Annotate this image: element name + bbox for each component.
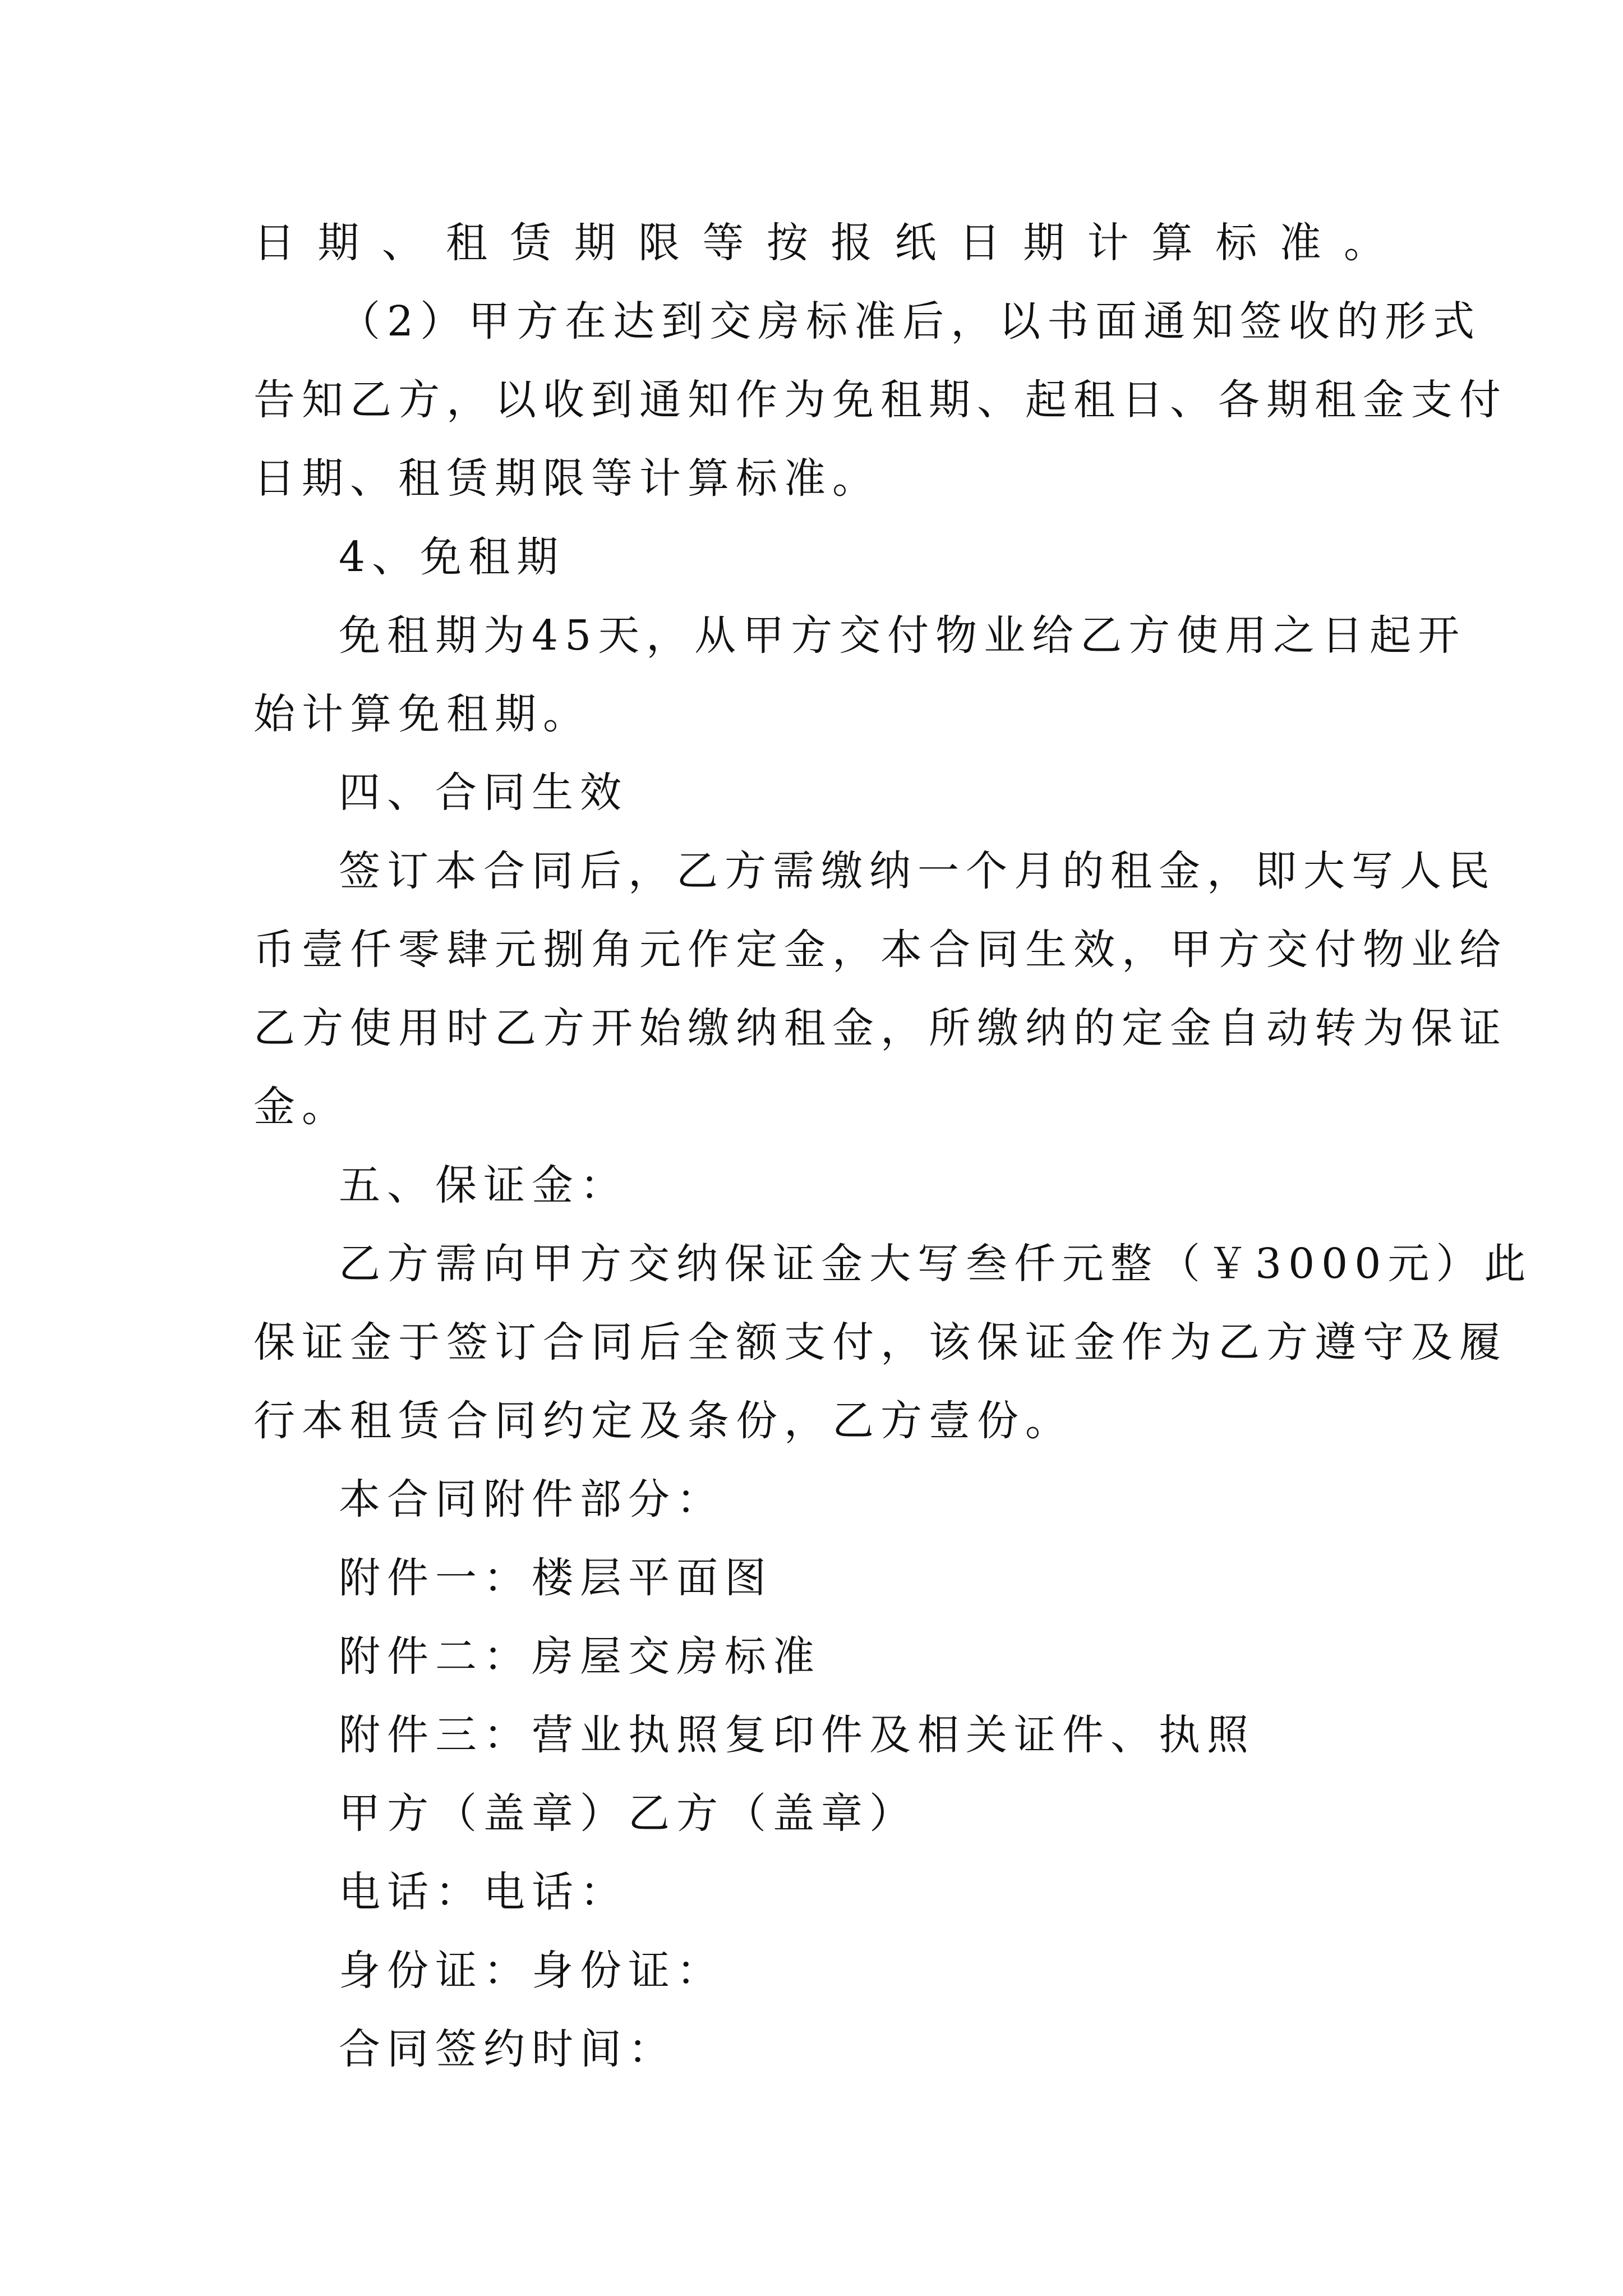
attachment-item: 附件二：房屋交房标准 — [339, 1632, 821, 1681]
text-line: 告知乙方，以收到通知作为免租期、起租日、各期租金支付 — [253, 376, 1507, 424]
text-line: 签订本合同后，乙方需缴纳一个月的租金，即大写人民 — [339, 847, 1496, 895]
text-line: 日期、租赁期限等按报纸日期计算标准。 — [253, 219, 1392, 267]
text-line: 乙方使用时乙方开始缴纳租金，所缴纳的定金自动转为保证 — [253, 1004, 1507, 1052]
text-line: 日期、租赁期限等计算标准。 — [253, 454, 880, 503]
document-body — [253, 204, 1533, 2088]
text-line: 免租期为45天，从甲方交付物业给乙方使用之日起开 — [339, 611, 1467, 660]
section-heading: 四、合同生效 — [339, 769, 628, 817]
attachment-item: 附件一：楼层平面图 — [339, 1554, 773, 1602]
text-line: 保证金于签订合同后全额支付，该保证金作为乙方遵守及履 — [253, 1318, 1507, 1366]
text-line: 乙方需向甲方交纳保证金大写叁仟元整（￥3000元）此 — [339, 1240, 1533, 1288]
signing-date-line: 合同签约时间： — [339, 2025, 676, 2073]
phone-line: 电话：电话： — [339, 1868, 628, 1916]
attachment-item: 附件三：营业执照复印件及相关证件、执照 — [339, 1711, 1255, 1759]
text-line: （2）甲方在达到交房标准后，以书面通知签收的形式 — [339, 297, 1482, 346]
text-line: 金。 — [253, 1083, 350, 1131]
attachments-heading: 本合同附件部分： — [339, 1475, 725, 1524]
section-heading: 4、免租期 — [339, 533, 565, 581]
text-line: 币壹仟零肆元捌角元作定金，本合同生效，甲方交付物业给 — [253, 926, 1507, 974]
id-card-line: 身份证：身份证： — [339, 1947, 725, 1995]
text-line: 始计算免租期。 — [253, 690, 591, 738]
signature-line: 甲方（盖章）乙方（盖章） — [339, 1789, 917, 1838]
section-heading: 五、保证金： — [339, 1161, 628, 1209]
text-line: 行本租赁合同约定及条份，乙方壹份。 — [253, 1397, 1073, 1445]
